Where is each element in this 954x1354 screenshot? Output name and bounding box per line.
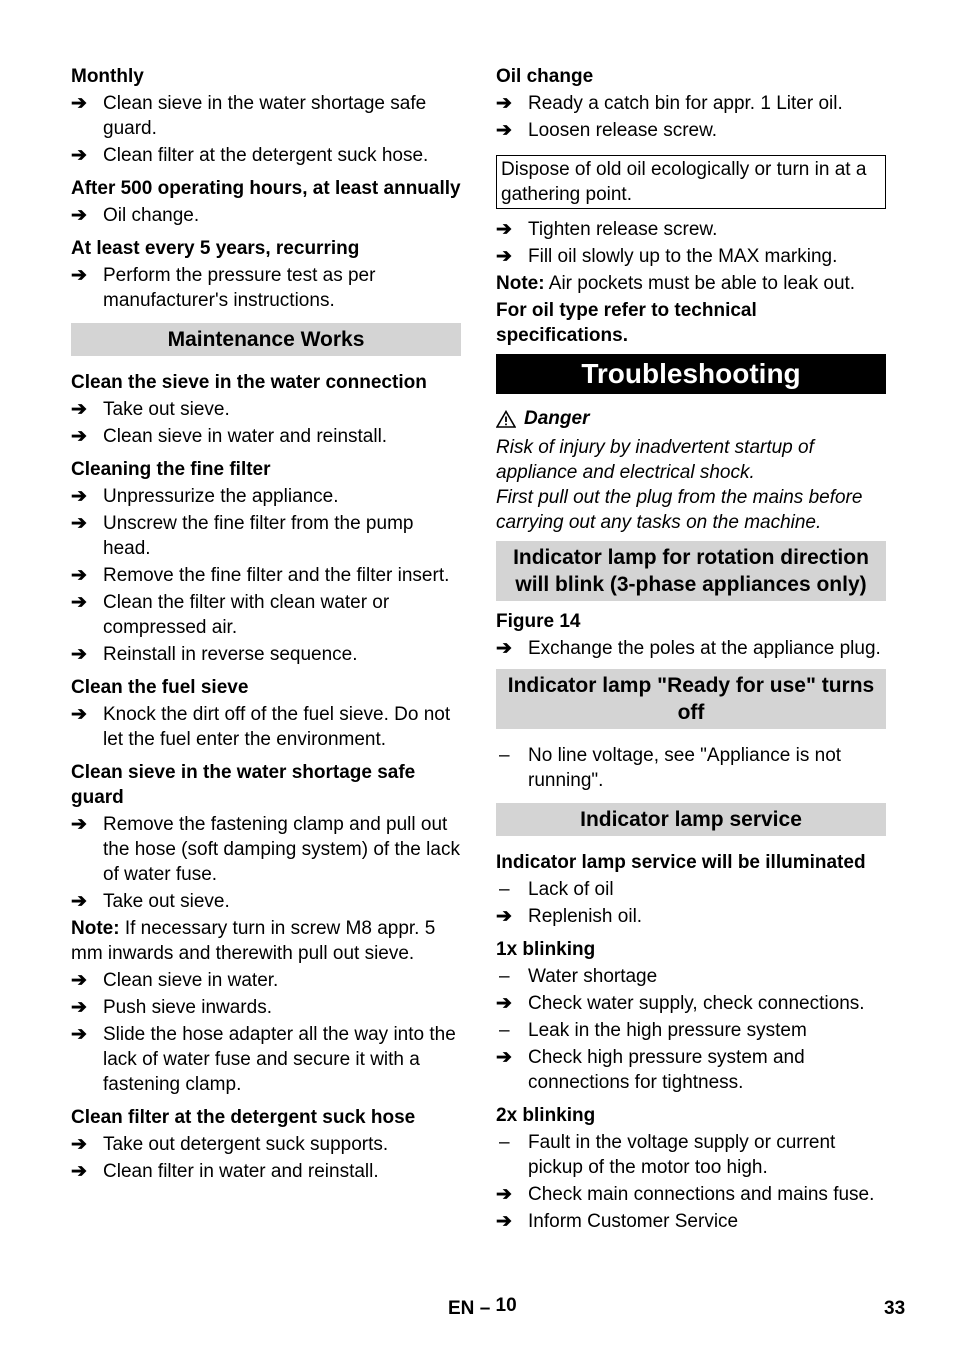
- list-item-text: Unpressurize the appliance.: [103, 486, 339, 507]
- list-item-text: Remove the fine filter and the filter insert.: [103, 565, 450, 586]
- maintenance-works-title: Maintenance Works: [71, 323, 461, 356]
- list-item-text: Perform the pressure test as per manufacturer's instructions.: [103, 265, 376, 311]
- list-item-text: Lack of oil: [528, 879, 614, 900]
- arrow-bullet-icon: ➔: [71, 265, 87, 286]
- arrow-bullet-icon: ➔: [496, 993, 512, 1014]
- footer-num: 10: [495, 1295, 517, 1316]
- arrow-bullet-icon: ➔: [71, 145, 87, 166]
- danger-text-1: Risk of injury by inadvertent startup of appliance and electrical shock.: [496, 437, 814, 483]
- arrow-bullet-icon: ➔: [71, 1161, 87, 1182]
- oil-type-note: For oil type refer to technical specifications.: [496, 300, 757, 346]
- arrow-bullet-icon: ➔: [496, 638, 512, 659]
- fuel-sieve-list: [71, 702, 461, 752]
- list-item: [496, 1130, 886, 1180]
- list-item: [71, 424, 461, 449]
- list-item-text: Clean filter at the detergent suck hose.: [103, 145, 429, 166]
- list-item-text: Clean the filter with clean water or compressed air.: [103, 592, 390, 638]
- arrow-bullet-icon: ➔: [71, 970, 87, 991]
- list-item: [71, 1132, 461, 1157]
- disposal-notice-box: Dispose of old oil ecologically or turn in at a gathering point.: [496, 155, 886, 209]
- every5-heading: At least every 5 years, recurring: [71, 238, 360, 259]
- arrow-bullet-icon: ➔: [71, 205, 87, 226]
- arrow-bullet-icon: ➔: [71, 565, 87, 586]
- danger-heading: [496, 406, 886, 431]
- shortage-list-b: [71, 968, 461, 1097]
- list-item: [71, 642, 461, 667]
- list-item: [496, 636, 886, 661]
- fuel-sieve-heading: Clean the fuel sieve: [71, 677, 249, 698]
- list-item: [496, 904, 886, 929]
- page-footer-label: [448, 1297, 517, 1321]
- list-item-text: Check high pressure system and connections for tightness.: [528, 1047, 805, 1093]
- note-label: Note:: [71, 918, 120, 939]
- ready-for-use-title: Indicator lamp "Ready for use" turns off: [496, 669, 886, 729]
- list-item-text: Take out sieve.: [103, 891, 230, 912]
- oil-list-a: [496, 91, 886, 143]
- arrow-bullet-icon: ➔: [71, 486, 87, 507]
- figure-list: [496, 636, 886, 661]
- left-column: [71, 64, 461, 1184]
- sieve-water-list: [71, 397, 461, 449]
- list-item-text: Clean filter in water and reinstall.: [103, 1161, 379, 1182]
- oil-change-heading: Oil change: [496, 66, 594, 87]
- list-item: [71, 484, 461, 509]
- dash-bullet: –: [499, 1020, 510, 1041]
- list-item-text: Slide the hose adapter all the way into the lack of water fuse and secure it with a fastening clamp.: [103, 1024, 456, 1095]
- footer-sep: –: [479, 1298, 491, 1319]
- illuminated-heading: Indicator lamp service will be illuminated: [496, 852, 866, 873]
- blink2-heading: 2x blinking: [496, 1105, 596, 1126]
- note-text: If necessary turn in screw M8 appr. 5 mm inwards and therewith pull out sieve.: [71, 918, 436, 964]
- list-item-text: Ready a catch bin for appr. 1 Liter oil.: [528, 93, 843, 114]
- arrow-bullet-icon: ➔: [71, 644, 87, 665]
- list-item: [71, 889, 461, 914]
- after500-heading: After 500 operating hours, at least annually: [71, 178, 461, 199]
- list-item-text: Check main connections and mains fuse.: [528, 1184, 875, 1205]
- detergent-heading: Clean filter at the detergent suck hose: [71, 1107, 416, 1128]
- arrow-bullet-icon: ➔: [496, 219, 512, 240]
- list-item: [71, 203, 461, 228]
- list-item: [496, 1209, 886, 1234]
- arrow-bullet-icon: ➔: [71, 513, 87, 534]
- list-item: [71, 91, 461, 141]
- sieve-water-heading: Clean the sieve in the water connection: [71, 372, 427, 393]
- arrow-bullet-icon: ➔: [71, 1134, 87, 1155]
- blink1-heading: 1x blinking: [496, 939, 596, 960]
- list-item: [496, 118, 886, 143]
- list-item: [71, 1159, 461, 1184]
- list-item-text: Oil change.: [103, 205, 200, 226]
- danger-text-2: First pull out the plug from the mains before carrying out any tasks on the machine.: [496, 487, 863, 533]
- troubleshooting-title: Troubleshooting: [496, 354, 886, 394]
- list-item: [71, 511, 461, 561]
- list-item-text: Replenish oil.: [528, 906, 643, 927]
- list-item: [496, 1045, 886, 1095]
- list-item: [496, 991, 886, 1016]
- shortage-note: [71, 916, 461, 966]
- monthly-heading: Monthly: [71, 66, 144, 87]
- list-item-text: Reinstall in reverse sequence.: [103, 644, 358, 665]
- list-item: [71, 1022, 461, 1097]
- list-item: [496, 217, 886, 242]
- indicator-service-title: Indicator lamp service: [496, 803, 886, 836]
- list-item: [71, 143, 461, 168]
- list-item-text: Clean sieve in the water shortage safe guard.: [103, 93, 427, 139]
- arrow-bullet-icon: ➔: [71, 592, 87, 613]
- arrow-bullet-icon: ➔: [496, 1211, 512, 1232]
- illuminated-list: [496, 877, 886, 929]
- danger-label: Danger: [524, 408, 590, 429]
- shortage-heading: Clean sieve in the water shortage safe guard: [71, 762, 416, 808]
- arrow-bullet-icon: ➔: [71, 997, 87, 1018]
- list-item-text: Clean sieve in water.: [103, 970, 279, 991]
- list-item: [496, 964, 886, 989]
- list-item-text: Water shortage: [528, 966, 658, 987]
- arrow-bullet-icon: ➔: [496, 246, 512, 267]
- list-item: [71, 995, 461, 1020]
- list-item-text: Remove the fastening clamp and pull out the hose (soft damping system) of the lack of water fuse.: [103, 814, 460, 885]
- arrow-bullet-icon: ➔: [496, 1184, 512, 1205]
- figure-heading: Figure 14: [496, 611, 581, 632]
- rotation-direction-title: Indicator lamp for rotation direction will blink (3-phase appliances only): [496, 541, 886, 601]
- blink1-list: [496, 964, 886, 1095]
- arrow-bullet-icon: ➔: [71, 814, 87, 835]
- shortage-list-a: [71, 812, 461, 914]
- list-item: [496, 877, 886, 902]
- list-item-text: Fill oil slowly up to the MAX marking.: [528, 246, 838, 267]
- blink2-list: [496, 1130, 886, 1234]
- list-item-text: Fault in the voltage supply or current pickup of the motor too high.: [528, 1132, 836, 1178]
- arrow-bullet-icon: ➔: [71, 399, 87, 420]
- page-number: 33: [884, 1298, 906, 1319]
- right-column: [496, 64, 886, 1234]
- dash-bullet: –: [499, 1132, 510, 1153]
- list-item-text: Push sieve inwards.: [103, 997, 272, 1018]
- list-item-text: Check water supply, check connections.: [528, 993, 865, 1014]
- dash-bullet: –: [499, 745, 510, 766]
- ready-list: [496, 743, 886, 793]
- note-label: Note:: [496, 273, 545, 294]
- list-item: [496, 743, 886, 793]
- detergent-list: [71, 1132, 461, 1184]
- note-text: Air pockets must be able to leak out.: [544, 273, 856, 294]
- list-item: [71, 812, 461, 887]
- arrow-bullet-icon: ➔: [71, 426, 87, 447]
- list-item-text: Knock the dirt off of the fuel sieve. Do not let the fuel enter the environment.: [103, 704, 451, 750]
- list-item: [71, 397, 461, 422]
- footer-lang: EN: [448, 1298, 475, 1319]
- list-item: [496, 1018, 886, 1043]
- list-item: [71, 968, 461, 993]
- list-item-text: Leak in the high pressure system: [528, 1020, 807, 1041]
- arrow-bullet-icon: ➔: [71, 1024, 87, 1045]
- arrow-bullet-icon: ➔: [71, 93, 87, 114]
- list-item-text: Exchange the poles at the appliance plug.: [528, 638, 881, 659]
- list-item: [71, 590, 461, 640]
- list-item: [71, 263, 461, 313]
- monthly-list: [71, 91, 461, 168]
- list-item-text: Unscrew the fine filter from the pump head.: [103, 513, 414, 559]
- list-item-text: Loosen release screw.: [528, 120, 718, 141]
- list-item: [496, 244, 886, 269]
- warning-icon: [496, 410, 516, 428]
- oil-note: [496, 271, 886, 296]
- list-item-text: Clean sieve in water and reinstall.: [103, 426, 388, 447]
- list-item: [71, 702, 461, 752]
- every5-list: [71, 263, 461, 313]
- arrow-bullet-icon: ➔: [71, 704, 87, 725]
- list-item-text: Inform Customer Service: [528, 1211, 739, 1232]
- dash-bullet: –: [499, 966, 510, 987]
- list-item: [496, 91, 886, 116]
- arrow-bullet-icon: ➔: [71, 891, 87, 912]
- arrow-bullet-icon: ➔: [496, 120, 512, 141]
- fine-filter-list: [71, 484, 461, 667]
- oil-list-b: [496, 217, 886, 269]
- list-item-text: No line voltage, see "Appliance is not running".: [528, 745, 842, 791]
- after500-list: [71, 203, 461, 228]
- arrow-bullet-icon: ➔: [496, 93, 512, 114]
- list-item-text: Take out sieve.: [103, 399, 230, 420]
- dash-bullet: –: [499, 879, 510, 900]
- fine-filter-heading: Cleaning the fine filter: [71, 459, 271, 480]
- list-item: [71, 563, 461, 588]
- arrow-bullet-icon: ➔: [496, 906, 512, 927]
- list-item-text: Tighten release screw.: [528, 219, 718, 240]
- list-item: [496, 1182, 886, 1207]
- list-item-text: Take out detergent suck supports.: [103, 1134, 389, 1155]
- arrow-bullet-icon: ➔: [496, 1047, 512, 1068]
